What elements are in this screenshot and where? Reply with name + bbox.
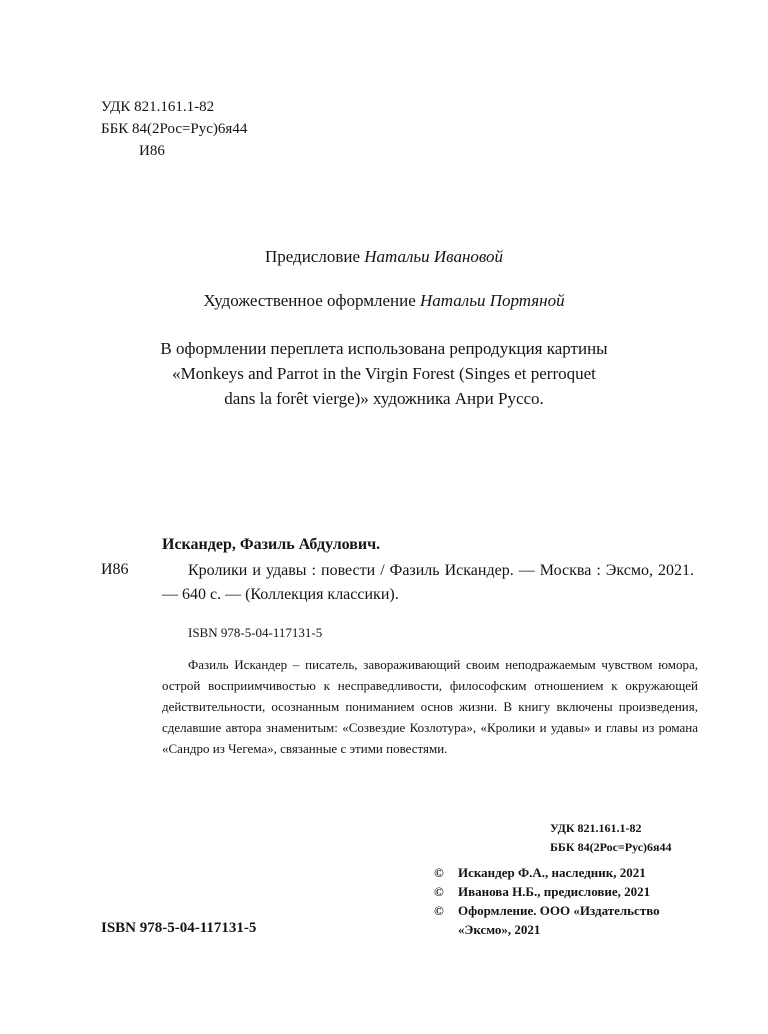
cover-credit-line: dans la forêt vierge)» художника Анри Руссо. [224,389,544,408]
design-label: Художественное оформление [203,291,421,310]
preface-label: Предисловие [264,247,365,266]
bibliographic-description: Кролики и удавы : повести / Фазиль Искандер. — Москва : Эксмо, 2021. — 640 с. — (Коллекция классики). [162,562,694,603]
catalog-isbn: ISBN 978-5-04-117131-5 [188,625,323,640]
udk-code: УДК 821.161.1-82 [101,99,215,115]
classification-codes [101,96,247,162]
catalog-author: Искандер, Фазиль Абдулович. [162,536,381,553]
design-name: Натальи Портяной [420,291,565,310]
copyright-text: Искандер Ф.А., наследник, 2021 [458,865,646,880]
preface-credit [100,246,668,268]
copyright-icon: © [434,903,444,918]
copyright-text: Иванова Н.Б., предисловие, 2021 [458,884,651,899]
catalog-codes [550,819,672,857]
bbk-code: ББК 84(2Рос=Рус)6я44 [101,121,248,137]
copyright-block [434,863,704,939]
footer-isbn: ISBN 978-5-04-117131-5 [101,920,257,936]
copyright-text-continuation: «Эксмо», 2021 [458,922,541,937]
cover-credit-line: «Monkeys and Parrot in the Virgin Forest (Singes et perroquet [172,364,596,383]
copyright-text: Оформление. ООО «Издательство [458,903,660,918]
copyright-line [434,901,704,920]
copyright-icon: © [434,884,444,899]
author-mark: И86 [139,143,165,159]
annotation: Фазиль Искандер – писатель, завораживающий своим неподражаемым чувством юмора, острой восприимчивостью к несправедливости, философским отношением к окружающей действительности, осознанным пониманием основ жизни. В книгу включены произведения, сделавшие автора знаменитым: «Созвездие Козлотура», «Кролики и удавы» и главы из романа «Сандро из Чегема», связанные с этими повестями. [162,657,698,756]
preface-name: Натальи Ивановой [364,247,504,266]
cover-credit [100,336,668,411]
design-credit [100,290,668,312]
copyright-icon: © [434,865,444,880]
copyright-line [434,882,704,901]
catalog-bbk: ББК 84(2Рос=Рус)6я44 [550,840,672,854]
catalog-udk: УДК 821.161.1-82 [550,821,642,835]
copyright-line [434,863,704,882]
catalog-author-mark: И86 [101,561,129,578]
cover-credit-line: В оформлении переплета использована репродукция картины [160,339,608,358]
